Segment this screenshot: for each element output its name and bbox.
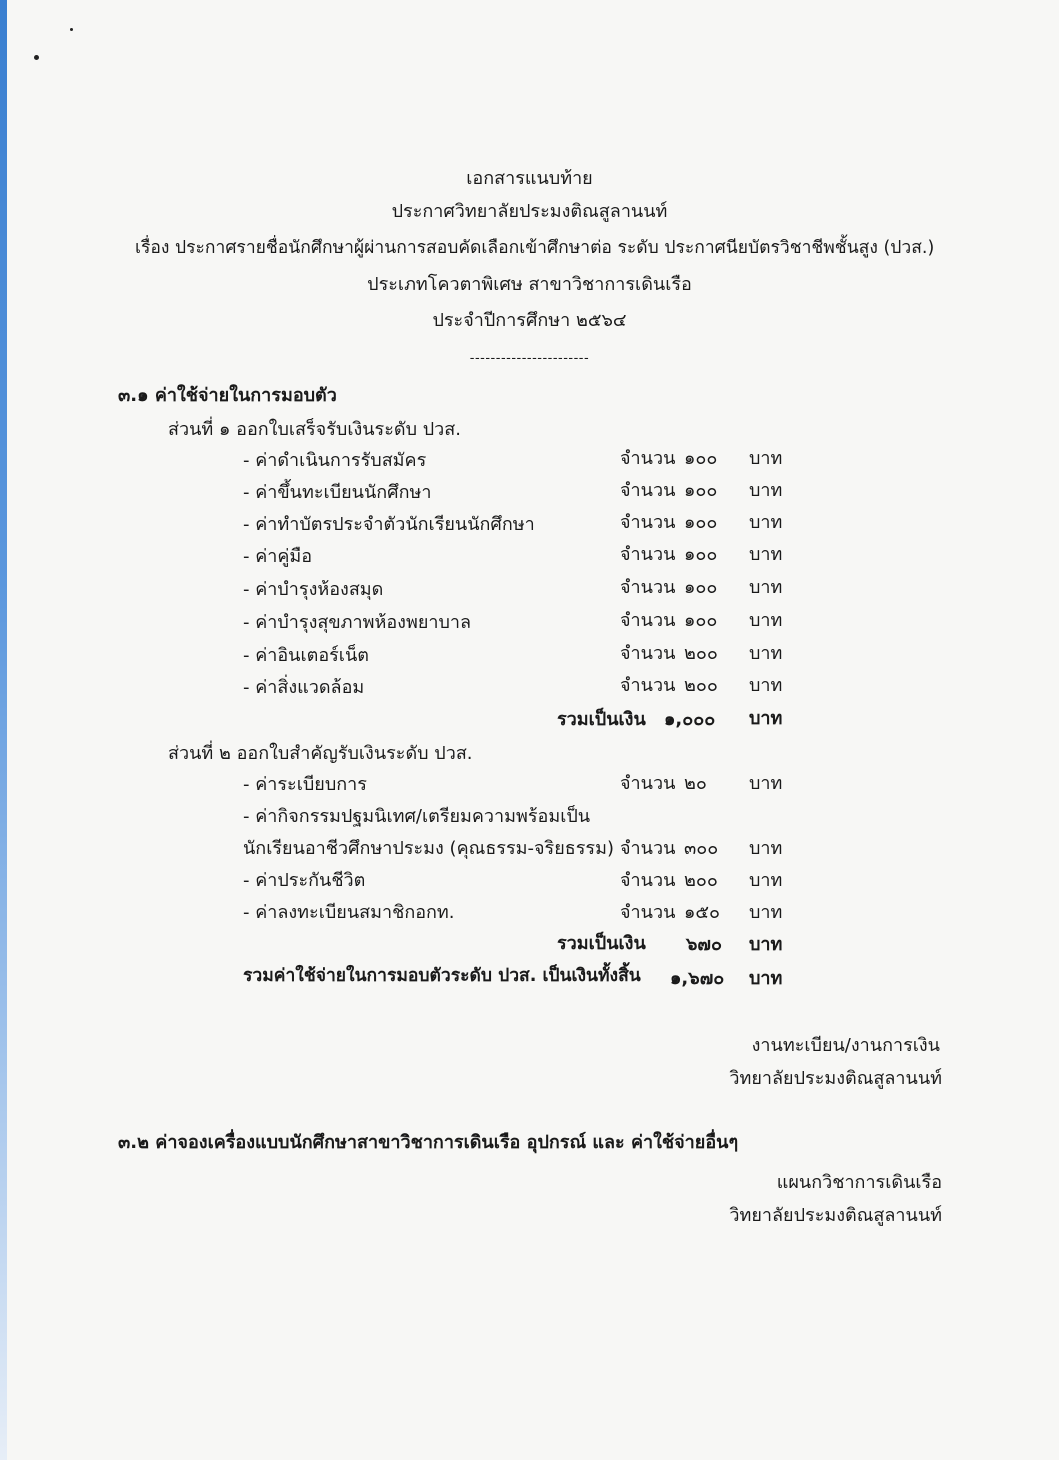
subtotal-amount: ๖๗๐ <box>686 934 722 955</box>
part-heading: ส่วนที่ ๑ ออกใบเสร็จรับเงินระดับ ปวส. <box>168 419 461 440</box>
fee-amount: ๑๐๐ <box>684 512 718 533</box>
fee-label: - ค่าคู่มือ <box>243 546 313 567</box>
scan-speck <box>34 55 39 60</box>
header-line-5: ประจำปีการศึกษา ๒๕๖๔ <box>432 310 627 331</box>
fee-amount: ๓๐๐ <box>684 838 719 859</box>
fee-unit: บาท <box>749 610 783 631</box>
section-title: ๓.๑ ค่าใช้จ่ายในการมอบตัว <box>118 385 337 406</box>
fee-unit: บาท <box>749 480 783 501</box>
fee-unit: บาท <box>749 544 783 565</box>
fee-amount: ๒๐๐ <box>684 643 718 664</box>
fee-qty-label: จำนวน <box>620 675 676 696</box>
fee-unit: บาท <box>749 643 783 664</box>
header-line-3: เรื่อง ประกาศรายชื่อนักศึกษาผู้ผ่านการสอบคัดเลือกเข้าศึกษาต่อ ระดับ ประกาศนียบัตรวิชาชีพชั้นสูง (ปวส.) <box>135 238 935 258</box>
fee-qty-label: จำนวน <box>620 448 676 469</box>
section-title: ๓.๒ ค่าจองเครื่องแบบนักศึกษาสาขาวิชาการเดินเรือ อุปกรณ์ และ ค่าใช้จ่ายอื่นๆ <box>118 1132 739 1153</box>
fee-label: นักเรียนอาชีวศึกษาประมง (คุณธรรม-จริยธรรม) <box>243 838 614 859</box>
fee-qty-label: จำนวน <box>620 902 676 923</box>
fee-amount: ๑๐๐ <box>684 577 718 598</box>
header-line-2: ประกาศวิทยาลัยประมงติณสูลานนท์ <box>391 201 668 222</box>
fee-unit: บาท <box>749 838 783 859</box>
fee-amount: ๑๐๐ <box>684 480 718 501</box>
header-line-4: ประเภทโควตาพิเศษ สาขาวิชาการเดินเรือ <box>367 274 692 295</box>
subtotal-unit: บาท <box>749 708 783 729</box>
fee-amount: ๑๐๐ <box>684 448 718 469</box>
fee-qty-label: จำนวน <box>620 512 676 533</box>
fee-qty-label: จำนวน <box>620 610 676 631</box>
fee-qty-label: จำนวน <box>620 838 676 859</box>
fee-label: - ค่าดำเนินการรับสมัคร <box>243 450 427 471</box>
fee-label: - ค่าขึ้นทะเบียนนักศึกษา <box>243 482 432 503</box>
fee-unit: บาท <box>749 675 783 696</box>
fee-label: - ค่าสิ่งแวดล้อม <box>243 677 365 698</box>
grand-total-label: รวมค่าใช้จ่ายในการมอบตัวระดับ ปวส. เป็นเงินทั้งสิ้น <box>243 966 641 986</box>
signature-department: แผนกวิชาการเดินเรือ <box>776 1172 942 1193</box>
fee-label: - ค่าระเบียบการ <box>243 774 367 795</box>
subtotal-unit: บาท <box>749 934 783 955</box>
fee-label: - ค่าลงทะเบียนสมาชิกอกท. <box>243 902 455 923</box>
fee-amount: ๒๐๐ <box>684 675 718 696</box>
signature-department: งานทะเบียน/งานการเงิน <box>751 1035 940 1056</box>
signature-institution: วิทยาลัยประมงติณสูลานนท์ <box>729 1205 942 1226</box>
fee-label: - ค่าอินเตอร์เน็ต <box>243 645 369 666</box>
fee-unit: บาท <box>749 902 783 923</box>
grand-total-unit: บาท <box>749 968 783 989</box>
fee-label: - ค่าทำบัตรประจำตัวนักเรียนนักศึกษา <box>243 514 535 535</box>
subtotal-label: รวมเป็นเงิน <box>557 709 646 730</box>
part-heading: ส่วนที่ ๒ ออกใบสำคัญรับเงินระดับ ปวส. <box>168 743 473 764</box>
fee-qty-label: จำนวน <box>620 773 676 794</box>
fee-label: - ค่าประกันชีวิต <box>243 870 366 891</box>
signature-institution: วิทยาลัยประมงติณสูลานนท์ <box>729 1068 942 1089</box>
scan-speck <box>70 28 73 31</box>
fee-qty-label: จำนวน <box>620 643 676 664</box>
fee-qty-label: จำนวน <box>620 480 676 501</box>
fee-unit: บาท <box>749 448 783 469</box>
fee-unit: บาท <box>749 773 783 794</box>
fee-qty-label: จำนวน <box>620 577 676 598</box>
fee-qty-label: จำนวน <box>620 870 676 891</box>
fee-amount: ๒๐๐ <box>684 870 718 891</box>
fee-amount: ๑๕๐ <box>684 902 721 923</box>
fee-unit: บาท <box>749 577 783 598</box>
subtotal-amount: ๑,๐๐๐ <box>664 709 716 730</box>
fee-unit: บาท <box>749 512 783 533</box>
grand-total-amount: ๑,๖๗๐ <box>670 968 725 989</box>
fee-qty-label: จำนวน <box>620 544 676 565</box>
fee-amount: ๑๐๐ <box>684 610 718 631</box>
subtotal-label: รวมเป็นเงิน <box>557 933 646 954</box>
fee-label-line1: - ค่ากิจกรรมปฐมนิเทศ/เตรียมความพร้อมเป็น <box>243 806 591 827</box>
header-separator: ----------------------- <box>469 351 590 366</box>
fee-label: - ค่าบำรุงห้องสมุด <box>243 579 384 600</box>
fee-label: - ค่าบำรุงสุขภาพห้องพยาบาล <box>243 612 472 633</box>
fee-amount: ๑๐๐ <box>684 544 718 565</box>
fee-unit: บาท <box>749 870 783 891</box>
header-line-1: เอกสารแนบท้าย <box>466 168 593 189</box>
fee-amount: ๒๐ <box>684 773 707 794</box>
